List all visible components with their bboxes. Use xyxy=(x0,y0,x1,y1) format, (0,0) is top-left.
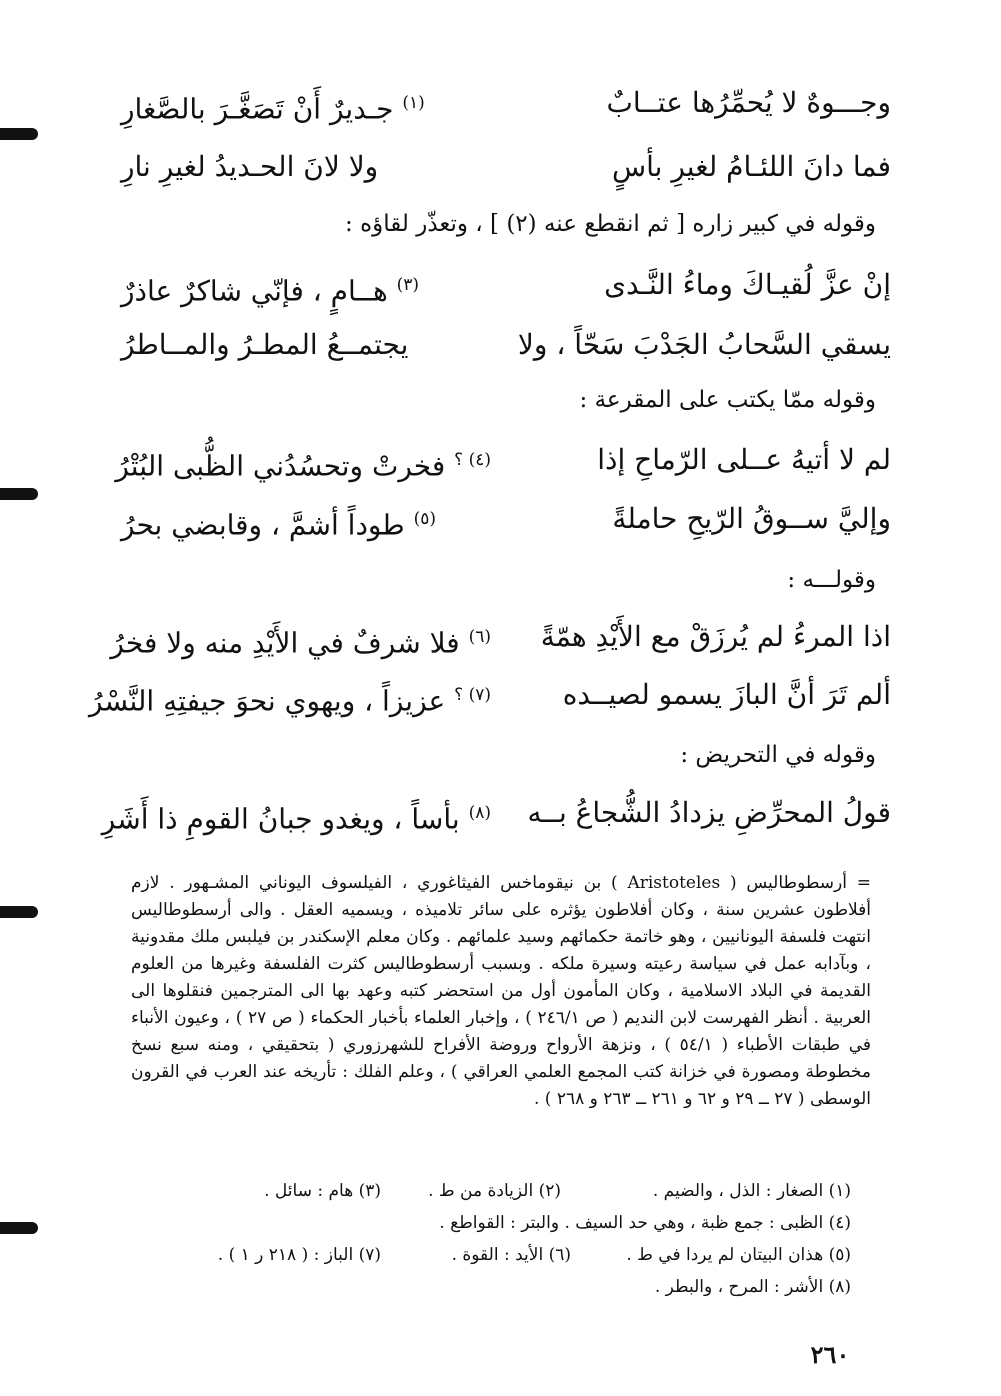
poem-introduction: وقوله في كبير زاره [ ثم انقطع عنه (٢) ] ، وتعذّر لقاؤه : xyxy=(345,211,876,237)
poem-introduction: وقوله في التحريض : xyxy=(680,742,876,768)
verse-second-hemistich: $^{(٨)}$ بأساً ، ويغدو جبانُ القومِ ذا أَشَرِ xyxy=(101,802,491,836)
verse-first-hemistich: وجـــوهٌ لا يُحمِّرُها عتــابٌ xyxy=(606,86,891,119)
verse-first-hemistich: اذا المرءُ لم يُرزَقْ مع الأَيْدِ همّةً xyxy=(540,620,891,653)
page-number: ٢٦٠ xyxy=(810,1340,850,1369)
verse-line xyxy=(101,788,891,838)
scan-edge-mark xyxy=(0,128,38,140)
footnote-ref: (٣) xyxy=(396,275,420,295)
verse-line xyxy=(121,142,891,192)
verse-second-hemistich: $^{(٦)}$ فلا شرفٌ في الأَيْدِ منه ولا فخرُ xyxy=(110,626,491,660)
footnote-6: (٦) الأيد : القوة . xyxy=(451,1245,571,1265)
poem-introduction: وقولـــه : xyxy=(787,567,876,593)
footnote-ref: (٨) xyxy=(468,803,491,823)
footnote-ref: (١) xyxy=(402,93,425,113)
scan-edge-mark xyxy=(0,488,38,500)
verse-line xyxy=(121,494,891,544)
verse-line xyxy=(110,612,891,662)
verse-second-hemistich: يجتمــعُ المطـرُ والمــاطرُ xyxy=(121,328,409,361)
verse-first-hemistich: إنْ عزَّ لُقيـاكَ وماءُ النَّـدى xyxy=(604,268,891,301)
verse-second-hemistich: $^{(٧) ؟}$ عزيزاً ، ويهوي نحوَ جيفتِهِ النَّسْرُ xyxy=(89,684,491,718)
verse-line xyxy=(115,435,891,485)
verse-line xyxy=(89,670,891,720)
footnote-1: (١) الصغار : الذل ، والضيم . xyxy=(652,1181,851,1201)
verse-first-hemistich: ألم تَرَ أنَّ البازَ يسمو لصيــده xyxy=(562,678,891,711)
verse-first-hemistich: وإليَّ ســوقُ الرّيحِ حاملةً xyxy=(612,502,891,535)
verse-second-hemistich: $^{(٤) ؟}$ فخرتْ وتحسُدُني الظُّبى البُتْرُ xyxy=(115,449,491,483)
footnote-2: (٢) الزيادة من ط . xyxy=(428,1181,561,1201)
footnote-7: (٧) الباز : ( ٢١٨ ر ١ ) . xyxy=(217,1245,381,1265)
verse-line xyxy=(121,320,891,370)
scan-edge-mark xyxy=(0,906,38,918)
footnote-ref: (٥) xyxy=(413,509,437,529)
continued-footnote-paragraph: = أرسطوطاليس ( Aristoteles ) بن نيقوماخس الفيثاغوري ، الفيلسوف اليوناني المشـهور . لازم أفلاطون عشرين سنة ، وكان أفلاطون يؤثره على سائر تلاميذه ، ويسميه العقل . والى أرسطوطاليس انتهت فلسفة اليونانيين ، وهو خاتمة حكمائهم وسيد علمائهم . وكان معلم الإسكندر بن فيلبس ملك مقدونية ، وبآدابه عمل في سياسة رعيته وسيرة ملكه . وبسبب أرسطوطاليس كثرت الفلسفة وغيرها من العلوم القديمة في البلاد الاسلامية ، وكان المأمون أول من استحضر كتبه وعهد بها الى المترجمين فنقلوها الى العربية . أنظر الفهرست لابن النديم ( ص ٢٤٦/١ ) ، وإخبار العلماء بأخبار الحكماء ( ص ٢٧ ) ، وعيون الأنباء في طبقات الأطباء ( ٥٤/١ ) ، ونزهة الأرواح وروضة الأفراح للشهرزوري ( بتحقيقي ، ومنه سبع نسخ مخطوطة ومصورة في خزانة كتب المجمع العلمي العراقي ) ، وعلم الفلك : تأريخه عند العرب في القرون الوسطى ( ٢٧ ــ ٢٩ و ٦٢ و ٢٦١ ــ ٢٦٣ و ٢٦٨ ) . xyxy=(131,873,872,1109)
verse-first-hemistich: فما دانَ اللئـامُ لغيرِ بأسٍ xyxy=(611,150,891,183)
footnotes-section xyxy=(131,870,871,1113)
footnote-ref: (٦) xyxy=(468,627,491,647)
verse-first-hemistich: لم لا أتيهُ عــلى الرّماحِ إذا xyxy=(597,443,891,476)
footnote-ref: (٧) ؟ xyxy=(454,685,491,705)
poem-introduction: وقوله ممّا يكتب على المقرعة : xyxy=(579,387,876,413)
verse-first-hemistich: قولُ المحرِّضِ يزدادُ الشُّجاعُ بــه xyxy=(527,796,891,829)
footnote-4: (٤) الظبى : جمع ظبة ، وهي حد السيف . والبتر : القواطع . xyxy=(439,1213,851,1233)
footnote-8: (٨) الأشر : المرح ، والبطر . xyxy=(654,1277,851,1297)
footnote-3: (٣) هام : سائل . xyxy=(264,1181,381,1201)
verse-line xyxy=(121,78,891,128)
verse-first-hemistich: يسقي السَّحابُ الجَدْبَ سَحّاً ، ولا xyxy=(517,328,891,361)
footnote-5: (٥) هذان البيتان لم يردا في ط . xyxy=(626,1245,851,1265)
verse-second-hemistich: ولا لانَ الحـديدُ لغيرِ نارِ xyxy=(121,150,379,183)
scan-edge-mark xyxy=(0,1222,38,1234)
verse-second-hemistich: $^{(٥)}$ طوداً أشمَّ ، وقابضي بحرُ xyxy=(121,508,437,542)
footnote-ref: (٤) ؟ xyxy=(454,450,491,470)
verse-second-hemistich: $^{(١)}$ جـديرٌ أَنْ تَصَغَّـرَ بالصَّغارِ xyxy=(121,92,425,126)
verse-second-hemistich: $^{(٣)}$ هــامٍ ، فإنّي شاكرٌ عاذرٌ xyxy=(121,274,420,308)
verse-line xyxy=(121,260,891,310)
